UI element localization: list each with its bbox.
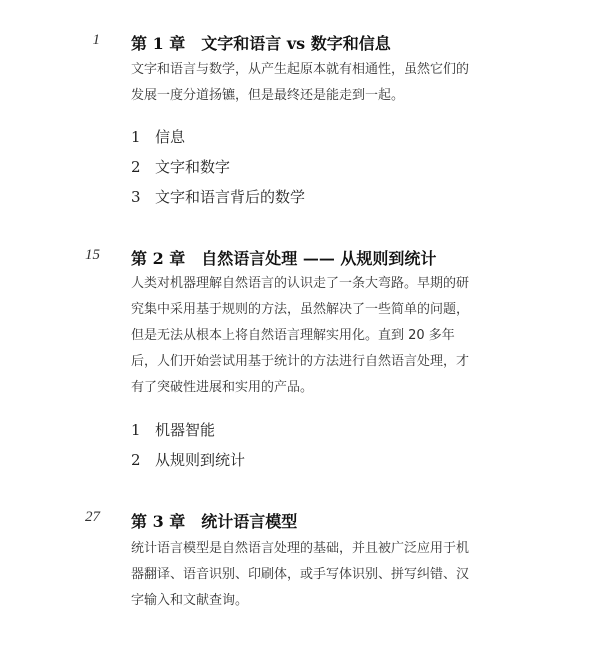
chapter-page-number: 15	[85, 247, 100, 263]
chapter-summary: 统计语言模型是自然语言处理的基础，并且被广泛应用于机器翻译、语音识别、印刷体，或手写体识别、拼写纠错、汉字输入和文献查询。	[131, 541, 470, 608]
section-title: 机器智能	[155, 421, 216, 439]
section-item	[131, 415, 245, 445]
section-item	[131, 445, 245, 475]
section-title: 文字和数字	[155, 158, 231, 176]
chapter-summary: 文字和语言与数学，从产生起原本就有相通性，虽然它们的发展一度分道扬镳，但是最终还是能走到一起。	[131, 62, 470, 103]
chapter-name: 自然语言处理 —— 从规则到统计	[201, 249, 437, 268]
section-number: 3	[131, 188, 141, 206]
section-number: 2	[131, 158, 141, 176]
section-number: 1	[131, 421, 141, 439]
section-title: 从规则到统计	[155, 451, 246, 469]
chapter-title	[131, 31, 391, 54]
section-title: 信息	[155, 128, 186, 146]
chapter-label: 第 2 章	[131, 249, 186, 268]
chapter-page-number: 27	[85, 509, 100, 525]
chapter-label: 第 3 章	[131, 512, 186, 531]
section-item	[131, 152, 305, 182]
section-number: 2	[131, 451, 141, 469]
chapter-title	[131, 246, 436, 269]
section-number: 1	[131, 128, 141, 146]
section-item	[131, 122, 305, 152]
chapter-summary: 人类对机器理解自然语言的认识走了一条大弯路。早期的研究集中采用基于规则的方法，虽然解决了一些简单的问题，但是无法从根本上将自然语言理解实用化。直到 20 多年后，人们开始尝试用基于统计的方法进行自然语言处理，才有了突破性进展和实用的产品。	[131, 276, 470, 395]
chapter-name: 统计语言模型	[201, 512, 298, 531]
chapter-title	[131, 509, 297, 532]
section-title: 文字和语言背后的数学	[155, 188, 306, 206]
section-list	[131, 122, 305, 212]
chapter-page-number: 1	[92, 32, 100, 48]
section-list	[131, 415, 245, 475]
chapter-label: 第 1 章	[131, 34, 186, 53]
chapter-name: 文字和语言 vs 数字和信息	[201, 34, 391, 53]
section-item	[131, 182, 305, 212]
